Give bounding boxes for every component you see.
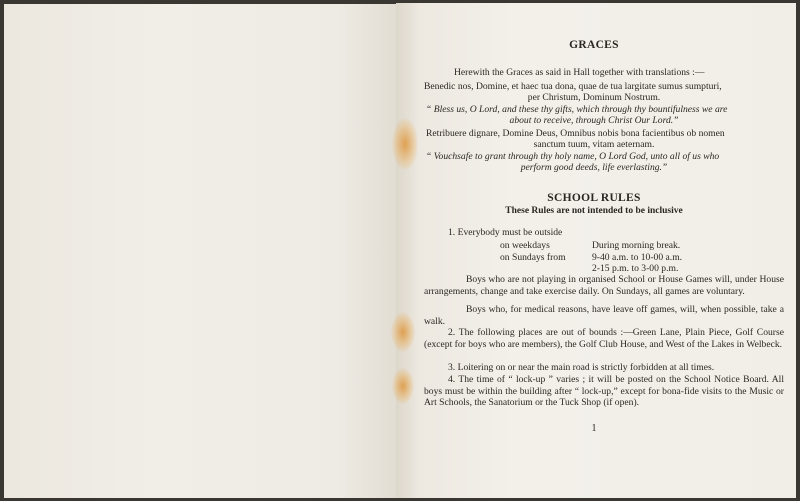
- page-number: 1: [591, 423, 597, 434]
- stain-mark: [392, 368, 414, 404]
- stain-mark: [391, 312, 415, 352]
- medical-paragraph: Boys who, for medical reasons, have leave off games, will, when possible, take a walk.: [424, 304, 784, 327]
- stain-mark: [392, 118, 418, 170]
- sundays-label: on Sundays from: [500, 252, 566, 263]
- sundays-time-afternoon: 2-15 p.m. to 3-00 p.m.: [592, 263, 679, 274]
- rule-3: 3. Loitering on or near the main road is strictly forbidden at all times.: [448, 362, 715, 373]
- games-paragraph: Boys who are not playing in organised School or House Games will, under House arrangements, change and take exercise daily. On Sundays, all games are voluntary.: [424, 274, 784, 297]
- english-grace-1-cont: about to receive, through Christ Our Lord.”: [509, 115, 679, 126]
- school-rules-heading: SCHOOL RULES: [547, 192, 641, 204]
- weekdays-label: on weekdays: [500, 240, 550, 251]
- english-grace-2: “ Vouchsafe to grant through thy holy name, O Lord God, unto all of us who: [426, 151, 720, 162]
- rule-1: 1. Everybody must be outside: [448, 227, 563, 238]
- english-grace-2-cont: perform good deeds, life everlasting.”: [520, 162, 668, 173]
- school-rules-subheading: These Rules are not intended to be inclusive: [505, 206, 683, 216]
- latin-grace-1: Benedic nos, Domine, et haec tua dona, quae de tua largitate sumus sumpturi,: [424, 81, 722, 92]
- rule-4: 4. The time of “ lock-up ” varies ; it will be posted on the School Notice Board. All boys must be within the building after “ lock-up,” except for bona-fide visits to the Music or Art Schools, the Sanatorium or the Tuck Shop (if open).: [424, 374, 784, 409]
- latin-grace-2-cont: sanctum tuum, vitam aeternam.: [533, 139, 655, 150]
- english-grace-1: “ Bless us, O Lord, and these thy gifts, which through thy bountifulness we are: [426, 104, 728, 115]
- rule-2: 2. The following places are out of bounds :—Green Lane, Plain Piece, Golf Course (except for boys who are members), the Golf Club House, and West of the Lakes in Welbeck.: [424, 327, 784, 350]
- graces-heading: GRACES: [569, 39, 619, 51]
- weekdays-time: During morning break.: [592, 240, 681, 251]
- latin-grace-2: Retribuere dignare, Domine Deus, Omnibus nobis bona facientibus ob nomen: [426, 128, 725, 139]
- sundays-time-morning: 9-40 a.m. to 10-00 a.m.: [592, 252, 683, 263]
- latin-grace-1-cont: per Christum, Dominum Nostrum.: [527, 92, 661, 103]
- blank-left-page: [4, 4, 396, 498]
- graces-intro: Herewith the Graces as said in Hall together with translations :—: [454, 67, 705, 78]
